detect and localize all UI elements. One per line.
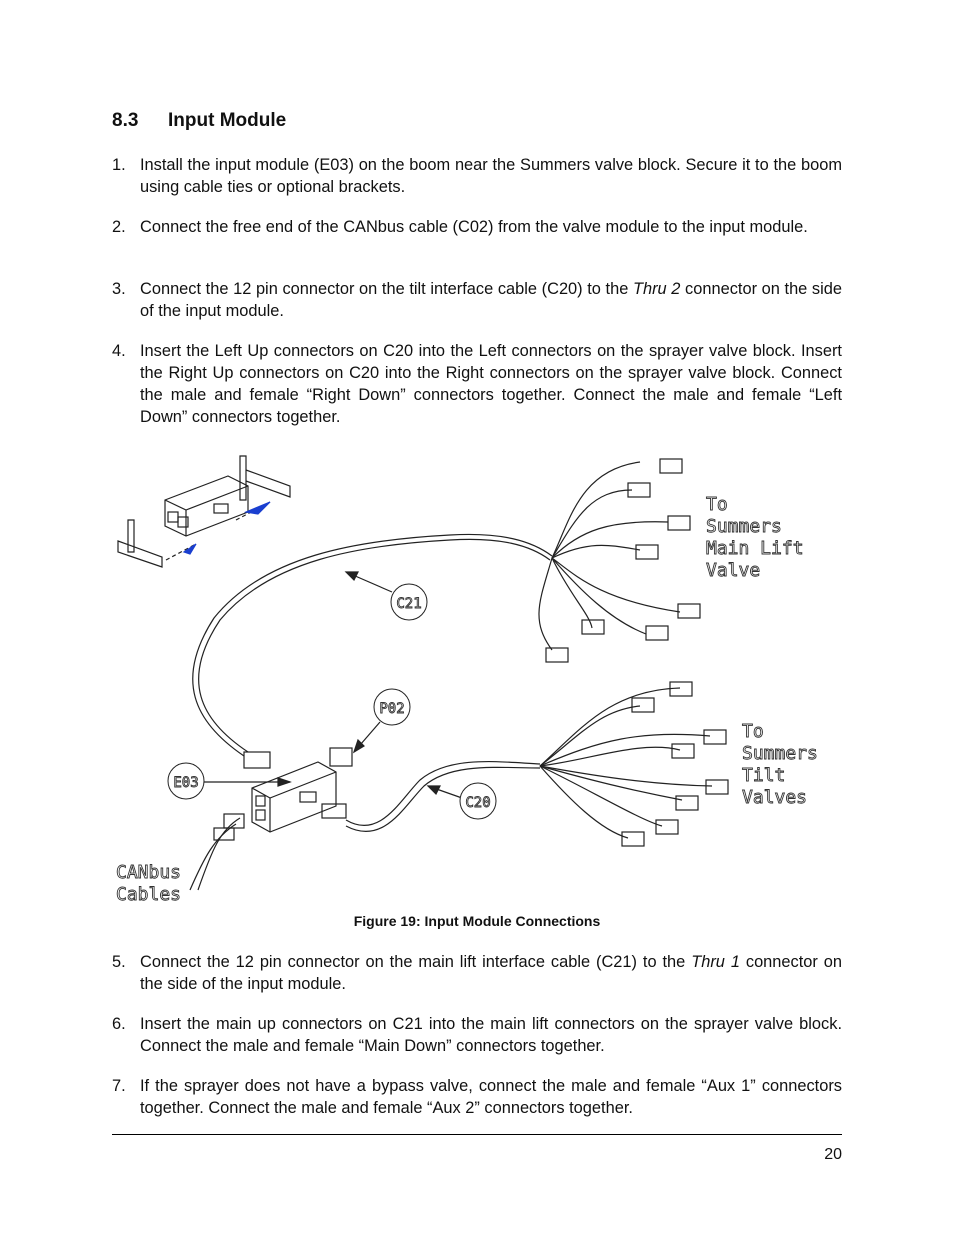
step-number: 6. — [112, 1015, 126, 1033]
step-number: 3. — [112, 280, 126, 298]
section-heading — [112, 110, 286, 132]
section-number: 8.3 — [112, 110, 139, 131]
footer-rule — [112, 1134, 842, 1135]
destination-labels — [116, 494, 818, 905]
step-number: 4. — [112, 342, 126, 360]
step-number: 1. — [112, 156, 126, 174]
page-number: 20 — [824, 1146, 842, 1163]
step-text: Insert the Left Up connectors on C20 into the Left connectors on the sprayer valve block. Insert the Right Up connectors on C20 into the Right connectors on the sprayer valve block. Connect the male and female “Right Down” connectors together. Connect the male and female “Left Down” connectors together. — [140, 342, 842, 426]
input-module-diagram — [110, 450, 850, 905]
step-7 — [112, 1075, 842, 1119]
step-2 — [112, 216, 842, 238]
tilt-line-2: Summers — [742, 743, 818, 764]
step-number: 7. — [112, 1077, 126, 1095]
step-6 — [112, 1013, 842, 1057]
step-text: Connect the 12 pin connector on the tilt interface cable (C20) to the Thru 2 connector on the side of the input module. — [140, 280, 842, 320]
step-4 — [112, 340, 842, 428]
exploded-module-drawing — [118, 456, 290, 567]
step-1 — [112, 154, 842, 198]
canbus-line-1: CANbus — [116, 862, 182, 883]
step-text: Install the input module (E03) on the boom near the Summers valve block. Secure it to the boom using cable ties or optional brackets. — [140, 156, 842, 196]
step-3 — [112, 278, 842, 322]
step-number: 2. — [112, 218, 126, 236]
step-5 — [112, 951, 842, 995]
canbus-line-2: Cables — [116, 884, 182, 905]
wiring-diagram-svg — [110, 450, 850, 905]
callout-labels — [168, 584, 496, 819]
step-text: Insert the main up connectors on C21 into the main lift connectors on the sprayer valve block. Connect the male and female “Main Down” connectors together. — [140, 1015, 842, 1055]
input-module-drawing — [190, 722, 380, 890]
step-number: 5. — [112, 953, 126, 971]
label-c21: C21 — [396, 596, 422, 612]
step-text: Connect the 12 pin connector on the main lift interface cable (C21) to the Thru 1 connector on the side of the input module. — [140, 953, 843, 993]
label-c20: C20 — [465, 795, 491, 811]
step-text: If the sprayer does not have a bypass valve, connect the male and female “Aux 1” connectors together. Connect the male and female “Aux 2” connectors together. — [140, 1077, 842, 1117]
figure-caption: Figure 19: Input Module Connections — [353, 913, 601, 929]
main-lift-line-4: Valve — [706, 560, 761, 581]
label-e03: E03 — [173, 775, 199, 791]
main-lift-line-1: To — [706, 494, 728, 515]
label-p02: P02 — [379, 701, 405, 717]
step-text: Connect the free end of the CANbus cable (C02) from the valve module to the input module. — [140, 218, 808, 236]
tilt-line-3: Tilt — [742, 765, 786, 786]
tilt-line-1: To — [742, 721, 764, 742]
tilt-line-4: Valves — [742, 787, 808, 808]
main-lift-line-3: Main Lift — [706, 538, 804, 559]
main-lift-line-2: Summers — [706, 516, 782, 537]
section-title: Input Module — [168, 110, 287, 131]
